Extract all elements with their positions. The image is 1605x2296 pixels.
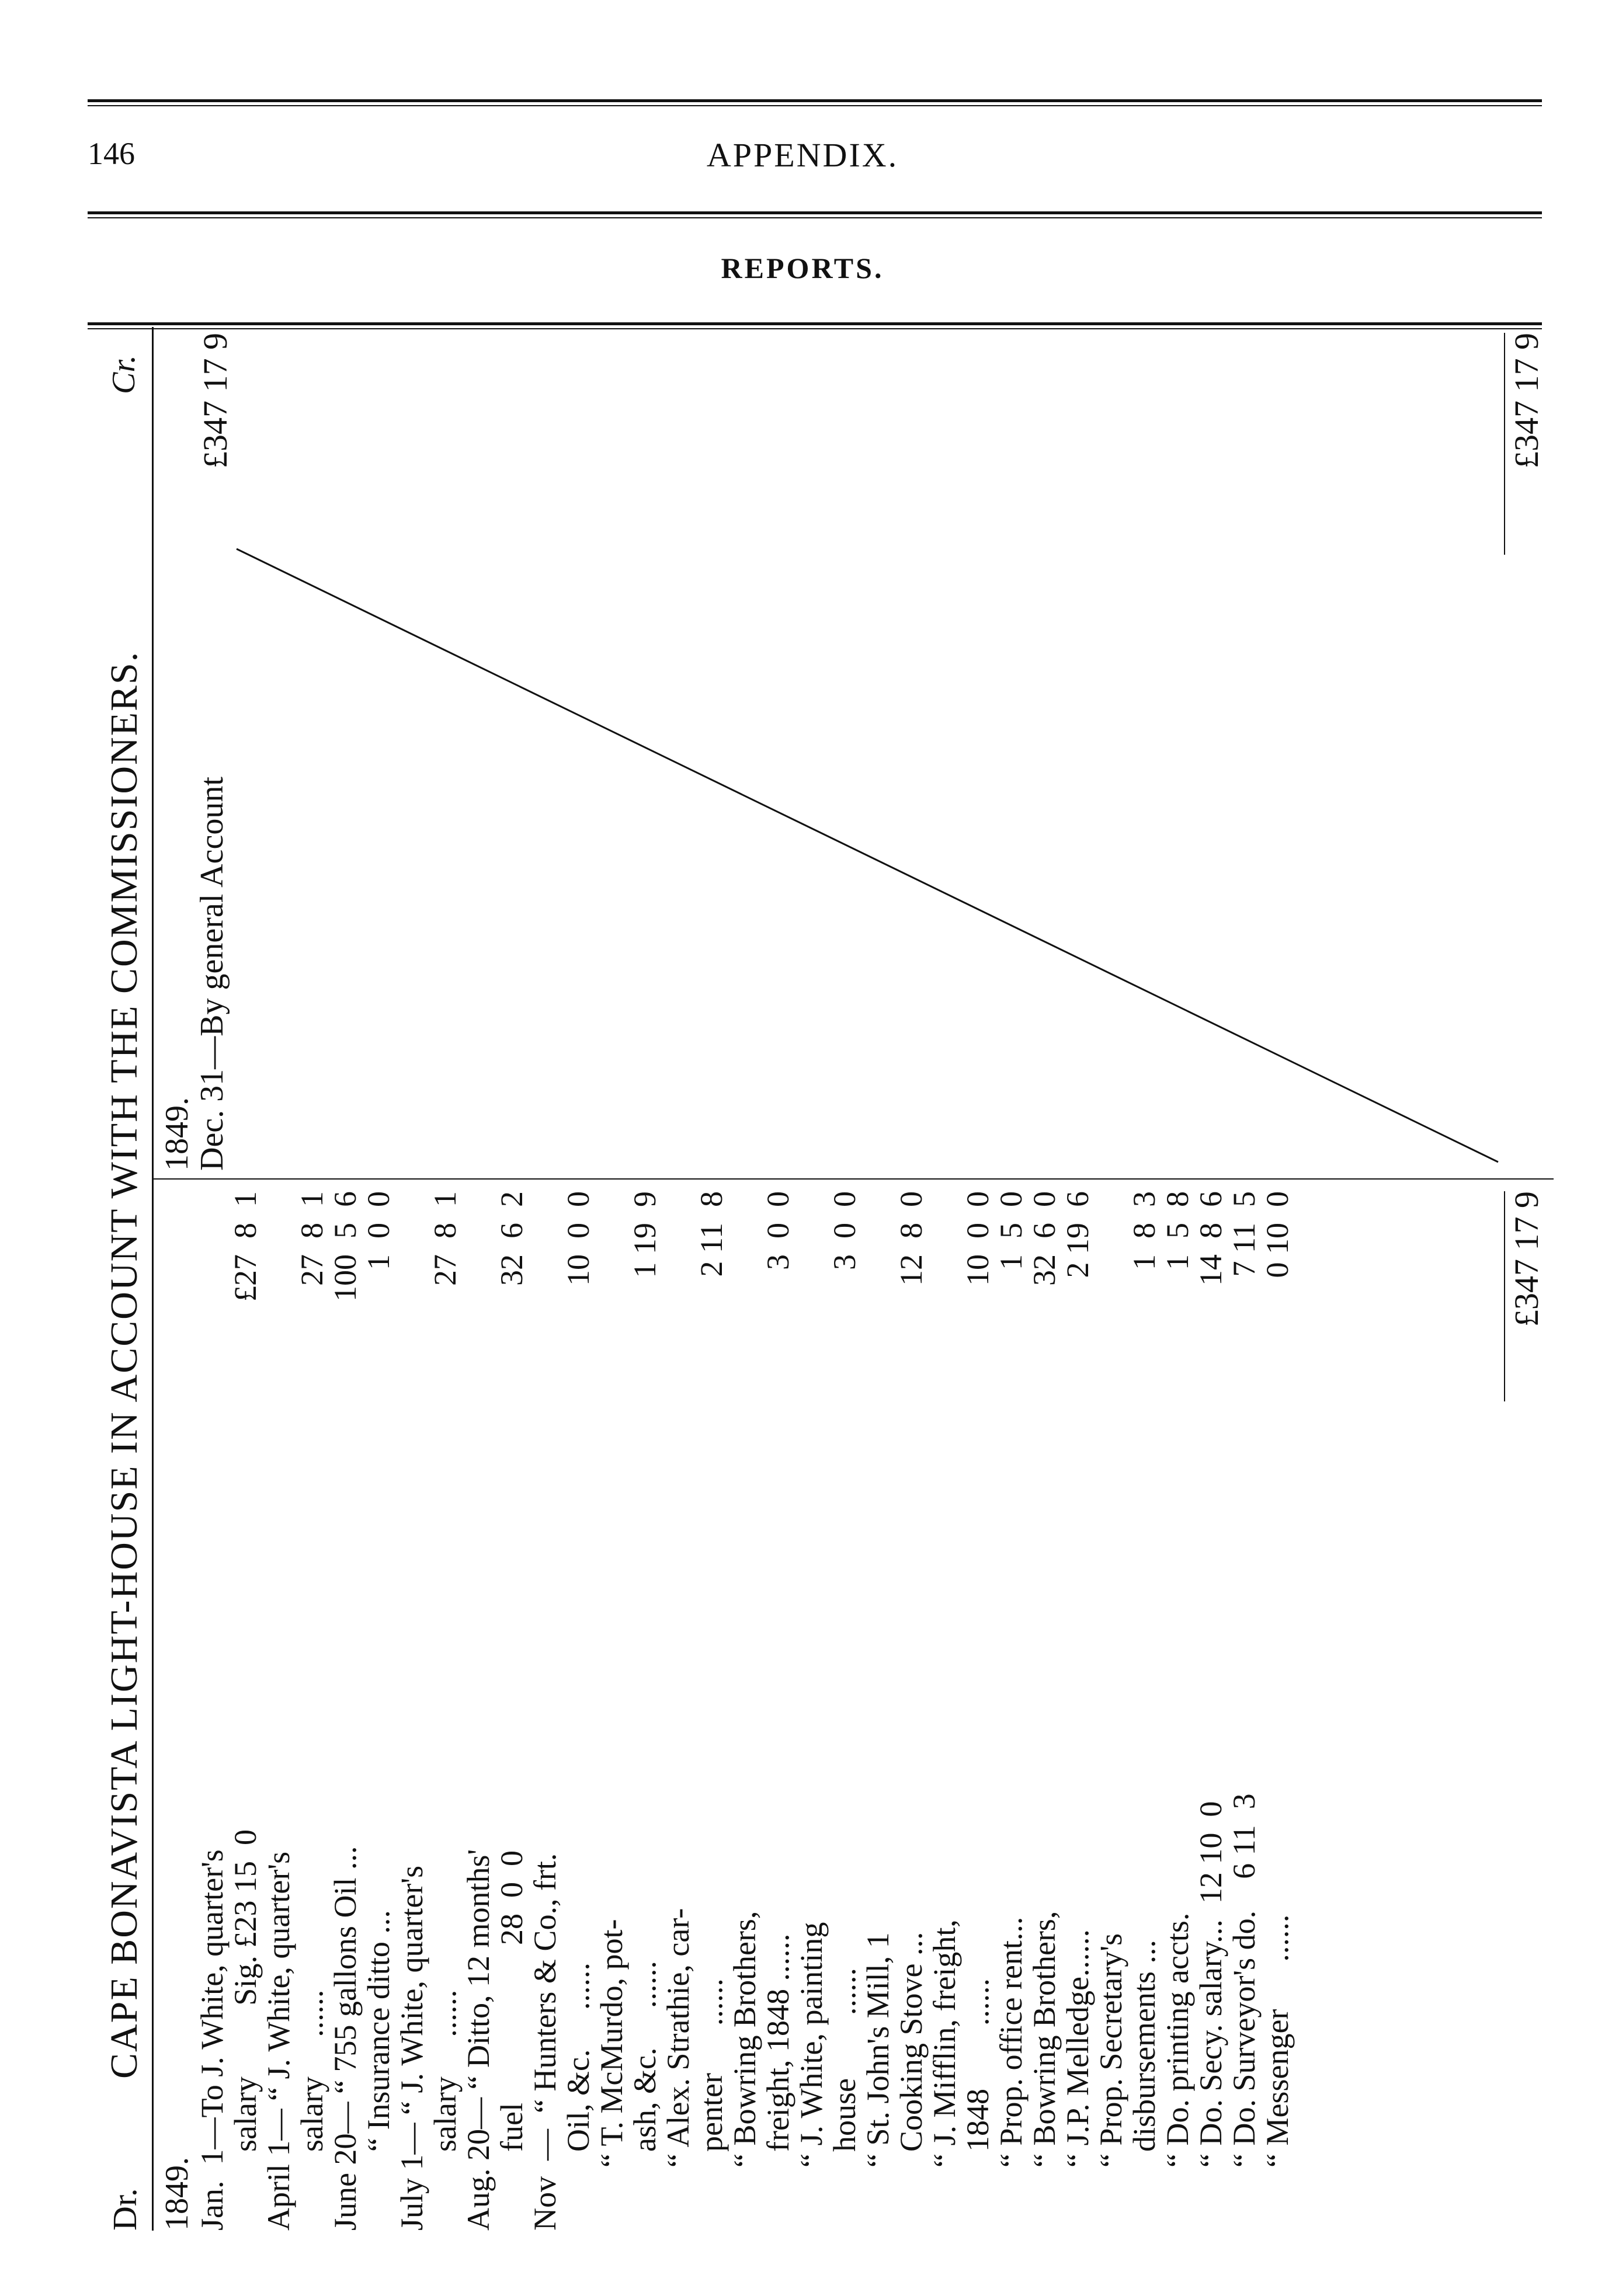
debit-line: “ Do. Secy. salary... 12 10 0 bbox=[1193, 1801, 1228, 2231]
credit-total-rule bbox=[1504, 333, 1505, 555]
debit-line: Cooking Stove ... bbox=[894, 1932, 929, 2231]
debit-line: freight, 1848 ...... bbox=[760, 1933, 795, 2231]
debit-amount: 10 0 0 bbox=[960, 1191, 995, 1286]
debit-line: house ...... bbox=[827, 1968, 862, 2231]
debit-line: “ J.P. Melledge...... bbox=[1060, 1929, 1095, 2231]
debit-line: “ J. Mifflin, freight, bbox=[927, 1919, 962, 2231]
running-head: APPENDIX. bbox=[706, 136, 899, 174]
debit-line: ash, &c. ...... bbox=[627, 1961, 662, 2231]
debit-line: 1848 ...... bbox=[960, 1978, 995, 2231]
debit-amount: 14 8 6 bbox=[1193, 1191, 1228, 1286]
debit-amount: 3 0 0 bbox=[760, 1191, 795, 1270]
debit-line: “ T. McMurdo, pot- bbox=[594, 1919, 629, 2231]
debit-amount: 1 0 0 bbox=[361, 1191, 396, 1270]
debit-line: “ St. John's Mill, 1 bbox=[860, 1932, 895, 2231]
debit-amount: 7 11 5 bbox=[1227, 1191, 1262, 1277]
debit-line: Nov — “ Hunters & Co., frt. bbox=[527, 1853, 562, 2231]
debit-line: “ Do. printing accts. bbox=[1160, 1912, 1195, 2231]
credit-amount: £347 17 9 bbox=[196, 333, 234, 468]
debit-line: Aug. 20— “ Ditto, 12 months' bbox=[461, 1849, 496, 2231]
debit-amount: 1 5 0 bbox=[993, 1191, 1029, 1270]
debit-amount: 32 6 0 bbox=[1027, 1191, 1062, 1286]
debit-line: “ Prop. office rent... bbox=[993, 1916, 1029, 2231]
debit-line: penter ...... bbox=[694, 1978, 729, 2231]
section-title: REPORTS. bbox=[721, 252, 884, 284]
debit-amount: 12 8 0 bbox=[894, 1191, 929, 1286]
debit-line: salary ...... bbox=[428, 1989, 463, 2231]
debit-amount: 2 19 6 bbox=[1060, 1191, 1095, 1278]
credit-year: 1849. bbox=[159, 1097, 195, 1171]
debit-line: “ Messenger ...... bbox=[1260, 1914, 1295, 2231]
debit-line: salary Sig. £23 15 0 bbox=[228, 1829, 263, 2231]
account-title: CAPE BONAVISTA LIGHT-HOUSE IN ACCOUNT WITH THE COMMISSIONERS. bbox=[103, 650, 145, 2079]
debit-amount: 2 11 8 bbox=[694, 1191, 729, 1277]
debit-amount: 27 8 1 bbox=[428, 1191, 463, 1286]
debit-amount: 32 6 2 bbox=[494, 1191, 529, 1286]
debit-line: April 1— “ J. White, quarter's bbox=[261, 1851, 296, 2231]
page-number: 146 bbox=[88, 136, 135, 171]
debit-line: “ Bowring Brothers, bbox=[1027, 1911, 1062, 2231]
cr-label: Cr. bbox=[106, 355, 142, 394]
debit-line: Oil, &c. ...... bbox=[561, 1963, 596, 2231]
credit-entry: Dec. 31—By general Account bbox=[194, 777, 230, 1171]
blank-fill-line bbox=[88, 327, 1548, 2231]
debit-line: “ J. White, painting bbox=[794, 1922, 829, 2231]
debit-amount: 10 0 0 bbox=[561, 1191, 596, 1286]
debit-line: “ Prop. Secretary's bbox=[1093, 1933, 1128, 2231]
rotated-account-table bbox=[88, 327, 1548, 2231]
debit-total: £347 17 9 bbox=[1507, 1191, 1545, 1327]
debit-line: “ Do. Surveyor's do. 6 11 3 bbox=[1227, 1793, 1262, 2231]
debit-amount: 3 0 0 bbox=[827, 1191, 862, 1270]
debit-line: Jan. 1—To J. White, quarter's bbox=[194, 1849, 230, 2231]
debit-amount: 0 10 0 bbox=[1260, 1191, 1295, 1278]
debit-amount: 27 8 1 bbox=[294, 1191, 329, 1286]
debit-amount: 1 5 8 bbox=[1160, 1191, 1195, 1270]
debit-line: salary ...... bbox=[294, 1989, 329, 2231]
debit-line: “ Alex. Strathie, car- bbox=[661, 1908, 696, 2231]
debit-amount: £27 8 1 bbox=[228, 1191, 263, 1302]
debit-line: fuel 28 0 0 bbox=[494, 1850, 529, 2231]
debit-line: disbursements ... bbox=[1127, 1940, 1162, 2231]
debit-amount: 1 19 9 bbox=[627, 1191, 662, 1278]
debit-year: 1849. bbox=[159, 2157, 195, 2231]
debit-line: June 20— “ 755 gallons Oil ... bbox=[328, 1846, 363, 2231]
credit-total: £347 17 9 bbox=[1507, 333, 1545, 468]
debit-line: “ Bowring Brothers, bbox=[727, 1911, 762, 2231]
dr-label: Dr. bbox=[106, 2188, 144, 2231]
debit-line: July 1— “ J. White, quarter's bbox=[394, 1865, 429, 2231]
debit-amount: 1 8 3 bbox=[1127, 1191, 1162, 1270]
debit-amount: 100 5 6 bbox=[328, 1191, 363, 1302]
debit-line: “ Insurance ditto ... bbox=[361, 1910, 396, 2231]
